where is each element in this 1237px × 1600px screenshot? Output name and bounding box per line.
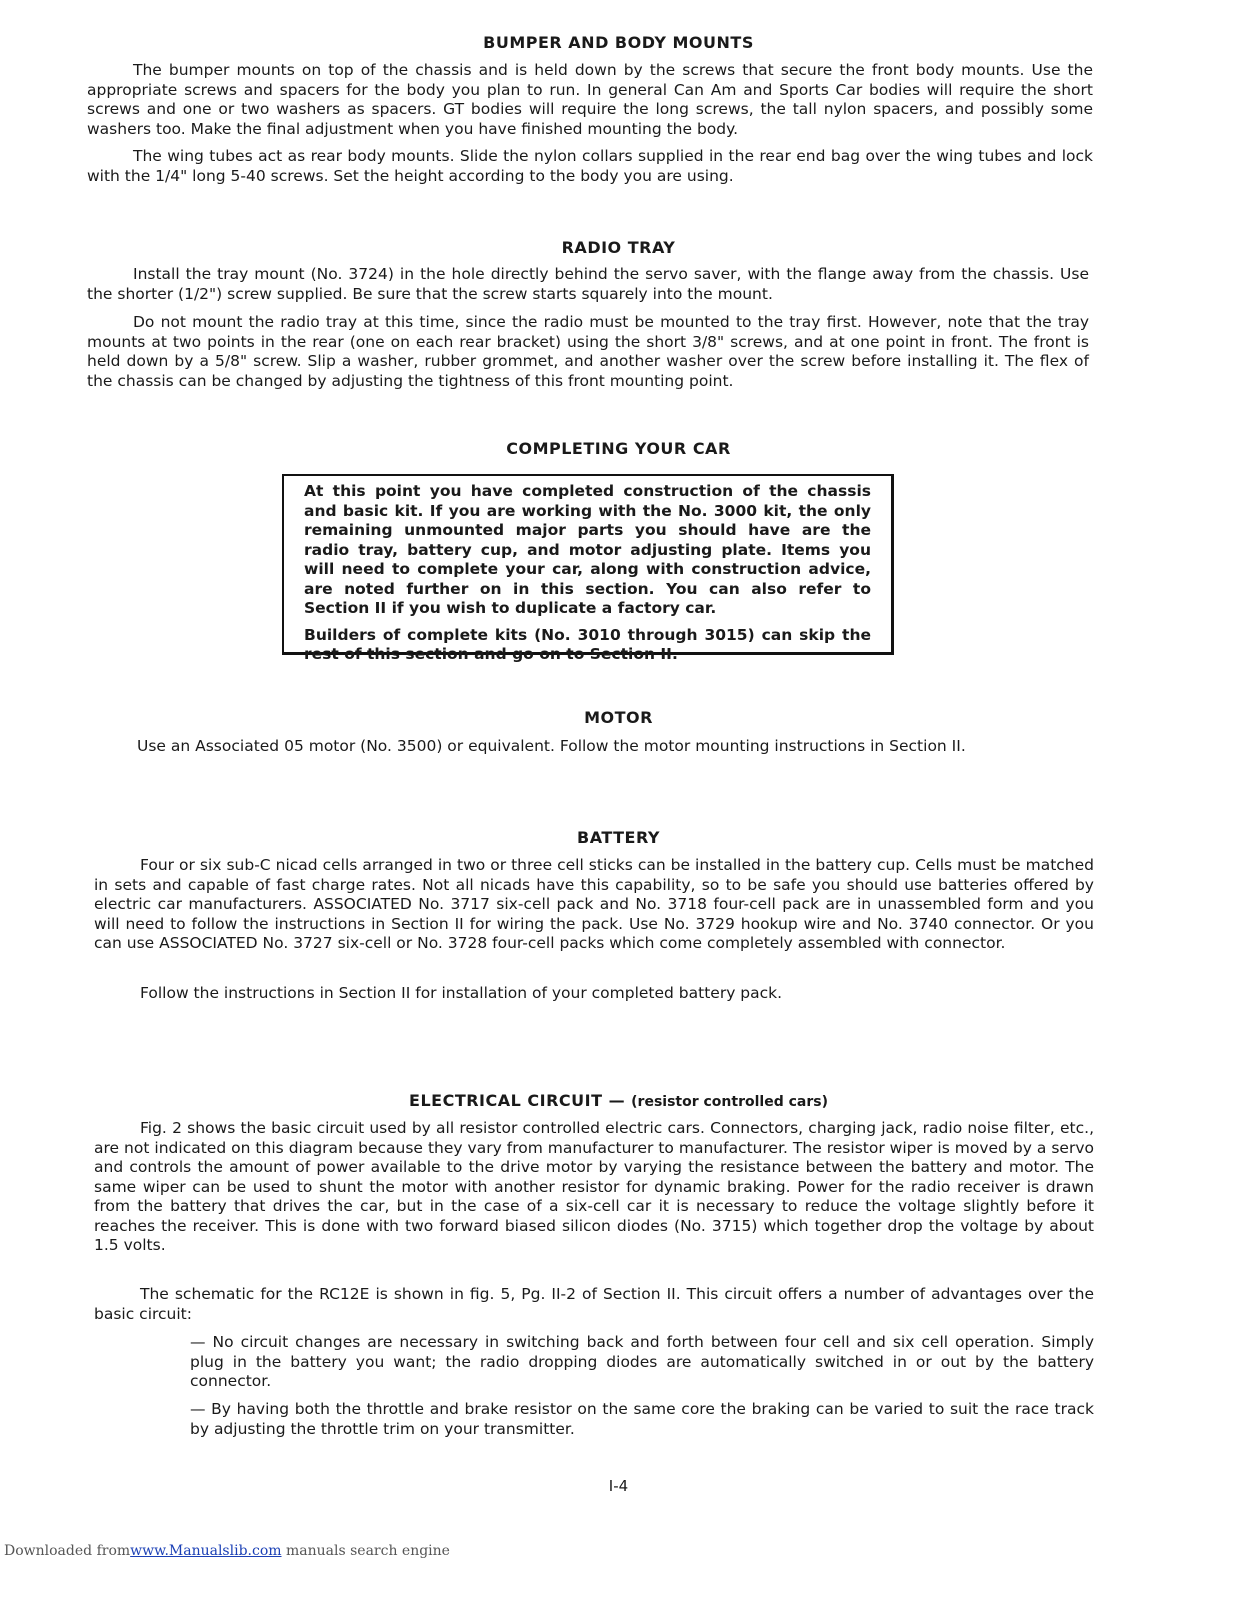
advantage-item-2: — By having both the throttle and brake resistor on the same core the braking can be varied to suit the race track by adjusting the throttle trim on your transmitter. <box>190 1400 1094 1438</box>
heading-completing-your-car: COMPLETING YOUR CAR <box>506 439 731 458</box>
footer-prefix: Downloaded from <box>4 1543 131 1559</box>
motor-paragraph: Use an Associated 05 motor (No. 3500) or equivalent. Follow the motor mounting instructions in Section II. <box>137 737 966 755</box>
battery-paragraph-1: Four or six sub-C nicad cells arranged in two or three cell sticks can be installed in the battery cup. Cells must be matched in sets and capable of fast charge rates. Not all nicads have this capability, so to be safe you should use batteries offered by electric car manufacturers. ASSOCIATED No. 3717 six-cell pack and No. 3718 four-cell pack are in unassembled form and you will need to follow the instructions in Section II for wiring the pack. Use No. 3729 hookup wire and No. 3740 connector. Or you can use ASSOCIATED No. 3727 six-cell or No. 3728 four-cell packs which come completely assembled with connector. <box>94 856 1094 952</box>
complete-kits-notice-text: Builders of complete kits (No. 3010 through 3015) can skip the rest of this section and go on to Section II. <box>304 625 871 663</box>
download-footer <box>4 1543 450 1559</box>
manualslib-link[interactable]: www.Manualslib.com <box>130 1543 282 1559</box>
bumper-paragraph-1: The bumper mounts on top of the chassis and is held down by the screws that secure the front body mounts. Use the appropriate screws and spacers for the body you plan to run. In general Can Am and Sports Car bodies will require the short screws and one or two washers as spacers. GT bodies will require the long screws, the tall nylon spacers, and possibly some washers too. Make the final adjustment when you have finished mounting the body. <box>87 61 1093 138</box>
heading-battery: BATTERY <box>577 828 660 847</box>
advantage-item-1: — No circuit changes are necessary in switching back and forth between four cell and six cell operation. Simply plug in the battery you want; the radio dropping diodes are automatically switched in or out by the battery connector. <box>190 1333 1094 1390</box>
radio-tray-paragraph-2: Do not mount the radio tray at this time, since the radio must be mounted to the tray first. However, note that the tray mounts at two points in the rear (one on each rear bracket) using the short 3/8" screws, and at one point in front. The front is held down by a 5/8" screw. Slip a washer, rubber grommet, and another washer over the screw before installing it. The flex of the chassis can be changed by adjusting the tightness of this front mounting point. <box>87 313 1089 390</box>
footer-suffix: manuals search engine <box>281 1543 450 1559</box>
heading-bumper-body-mounts: BUMPER AND BODY MOUNTS <box>483 33 754 52</box>
completion-notice-text: At this point you have completed construction of the chassis and basic kit. If you are working with the No. 3000 kit, the only remaining unmounted major parts you should have are the radio tray, battery cup, and motor adjusting plate. Items you will need to complete your car, along with construction advice, are noted further on in this section. You can also refer to Section II if you wish to duplicate a factory car. <box>304 482 871 617</box>
bumper-paragraph-2: The wing tubes act as rear body mounts. Slide the nylon collars supplied in the rear end bag over the wing tubes and lock with the 1/4" long 5-40 screws. Set the height according to the body you are using. <box>87 147 1093 185</box>
electrical-paragraph-2: The schematic for the RC12E is shown in fig. 5, Pg. II-2 of Section II. This circuit offers a number of advantages over the basic circuit: <box>94 1285 1094 1323</box>
heading-electrical-circuit <box>0 1091 1237 1110</box>
heading-radio-tray: RADIO TRAY <box>561 238 676 257</box>
electrical-paragraph-1: Fig. 2 shows the basic circuit used by all resistor controlled electric cars. Connectors, charging jack, radio noise filter, etc., are not indicated on this diagram because they vary from manufacturer to manufacturer. The resistor wiper is moved by a servo and controls the amount of power available to the drive motor by varying the resistance between the battery and motor. The same wiper can be used to shunt the motor with another resistor for dynamic braking. Power for the radio receiver is drawn from the battery that drives the car, but in the case of a six-cell car it is necessary to reduce the voltage slightly before it reaches the receiver. This is done with two forward biased silicon diodes (No. 3715) which together drop the voltage by about 1.5 volts. <box>94 1119 1094 1254</box>
page-number: I-4 <box>608 1477 629 1495</box>
battery-paragraph-2: Follow the instructions in Section II for installation of your completed battery pack. <box>140 984 783 1002</box>
heading-motor: MOTOR <box>584 708 653 727</box>
electrical-circuit-subtitle: (resistor controlled cars) <box>631 1094 828 1110</box>
electrical-circuit-title: ELECTRICAL CIRCUIT — <box>409 1091 626 1110</box>
radio-tray-paragraph-1: Install the tray mount (No. 3724) in the hole directly behind the servo saver, with the flange away from the chassis. Use the shorter (1/2") screw supplied. Be sure that the screw starts squarely into the mount. <box>87 265 1089 303</box>
completion-notice-box <box>282 474 894 663</box>
